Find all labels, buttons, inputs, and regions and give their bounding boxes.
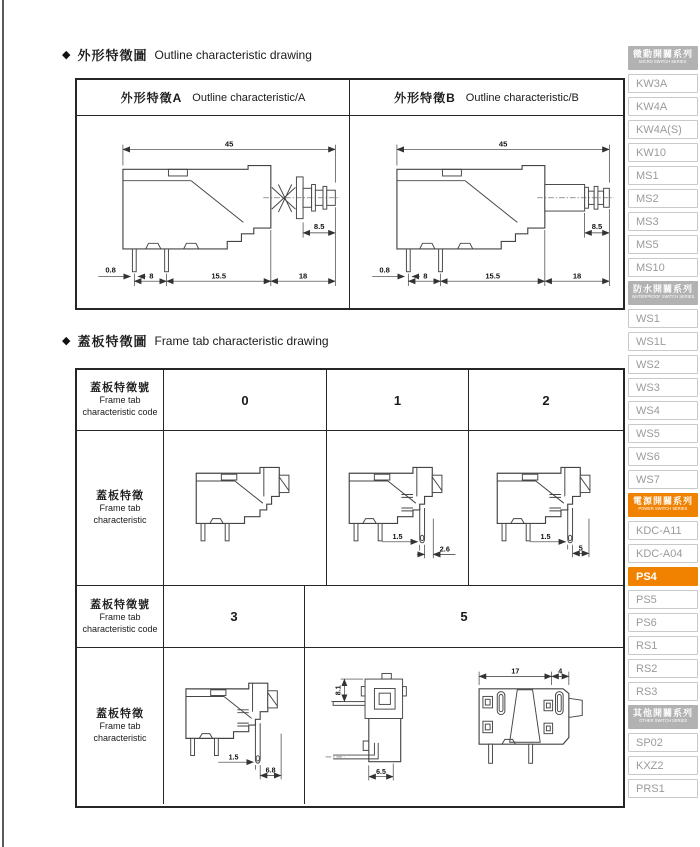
code-2: 2: [542, 392, 550, 408]
series-sidebar: [628, 46, 698, 798]
code-5: 5: [460, 609, 468, 624]
char-header-en1: Frame tab: [99, 503, 141, 514]
code-header-en2: characteristic code: [82, 623, 158, 634]
char-header-zh: 蓋板特徵: [96, 490, 144, 503]
sidebar-item-kw10[interactable]: KW10: [628, 143, 698, 162]
sidebar-header-zh: 電源開關系列: [632, 496, 693, 507]
dim-tab-offset: 5: [578, 543, 583, 552]
dim-tab-width: 1.5: [540, 531, 551, 541]
outline-b-drawing: [359, 137, 615, 287]
sidebar-header-waterproof-switch: [628, 281, 698, 305]
dim-b3: 18: [298, 271, 308, 281]
sidebar-item-ws7[interactable]: WS7: [628, 470, 698, 489]
code-header-en1: Frame tab: [99, 395, 141, 406]
sidebar-item-ms1[interactable]: MS1: [628, 166, 698, 185]
code-header-zh: 蓋板特徵號: [90, 598, 150, 611]
dim-tab-offset: 6.8: [265, 766, 276, 775]
sidebar-item-ps5[interactable]: PS5: [628, 590, 698, 609]
frame-tab-5-top-drawing: [460, 662, 608, 791]
frame-tab-1-cell: [327, 431, 469, 585]
frame-tab-table: [75, 368, 625, 808]
sidebar-header-zh: 其他開關系列: [632, 708, 693, 719]
sidebar-header-en: MICRO SWITCH SERIES: [639, 59, 687, 65]
dim-tab-width: 1.5: [391, 531, 403, 541]
frame-tab-3-drawing: [165, 664, 303, 788]
dim-height: 8.1: [335, 685, 343, 696]
dim-tab-offset: 2.6: [439, 543, 450, 553]
frame-tab-section-title: [62, 331, 329, 350]
sidebar-header-en: WATERPROOF SWITCH SERIES: [631, 294, 695, 300]
outline-a-header-en: Outline characteristic/A: [192, 91, 306, 104]
sidebar-header-zh: 微動開關系列: [632, 49, 693, 60]
sidebar-header-en: POWER SWITCH SERIES: [638, 506, 688, 512]
code-header-en2: characteristic code: [82, 407, 158, 418]
char-header-en1: Frame tab: [99, 721, 141, 732]
sidebar-item-rs1[interactable]: RS1: [628, 636, 698, 655]
dim-a: 17: [511, 667, 520, 676]
sidebar-item-rs3[interactable]: RS3: [628, 682, 698, 701]
sidebar-header-power-switch: [628, 493, 698, 517]
outline-section-title: [62, 45, 312, 64]
sidebar-item-ws1[interactable]: WS1: [628, 309, 698, 328]
outline-b-cell: [350, 116, 623, 308]
frame-tab-5-cell: [305, 648, 623, 804]
sidebar-header-zh: 防水開關系列: [632, 284, 693, 295]
code-header-cell: [77, 586, 164, 647]
outline-table: [75, 78, 625, 310]
frame-tab-5-side-drawing: [320, 660, 442, 792]
dim-b1: 8: [422, 271, 427, 281]
sidebar-item-ms10[interactable]: MS10: [628, 258, 698, 277]
diamond-bullet-icon: ◆: [62, 335, 71, 347]
diamond-bullet-icon: ◆: [62, 49, 71, 61]
sidebar-item-ws5[interactable]: WS5: [628, 424, 698, 443]
code-3: 3: [164, 586, 305, 647]
frame-tab-1-drawing: [328, 448, 468, 569]
char-header-cell: [77, 648, 164, 804]
sidebar-item-ws6[interactable]: WS6: [628, 447, 698, 466]
sidebar-item-ms3[interactable]: MS3: [628, 212, 698, 231]
dim-tip: 8.5: [591, 222, 602, 232]
char-header-en2: characteristic: [93, 733, 147, 744]
dim-total: 45: [224, 139, 234, 149]
frame-tab-3-cell: [164, 648, 305, 804]
dim-b: 4: [558, 667, 563, 676]
sidebar-item-kdc-a04[interactable]: KDC-A04: [628, 544, 698, 563]
sidebar-item-ws1l[interactable]: WS1L: [628, 332, 698, 351]
outline-title-en: Outline characteristic drawing: [154, 47, 312, 62]
dim-b3: 18: [572, 271, 581, 281]
sidebar-item-kw4a-s[interactable]: KW4A(S): [628, 120, 698, 139]
char-header-cell: [77, 431, 164, 585]
frame-tab-0-drawing: [175, 448, 315, 569]
outline-a-cell: [77, 116, 350, 308]
frame-tab-2-cell: [469, 431, 623, 585]
dim-tab-width: 1.5: [228, 753, 239, 762]
dim-tip: 8.5: [313, 222, 325, 232]
sidebar-item-ps6[interactable]: PS6: [628, 613, 698, 632]
sidebar-item-ws2[interactable]: WS2: [628, 355, 698, 374]
outline-b-header-zh: 外形特徵B: [394, 91, 456, 105]
sidebar-item-ps4[interactable]: PS4: [628, 567, 698, 586]
sidebar-item-kw4a[interactable]: KW4A: [628, 97, 698, 116]
page-left-border: [2, 0, 4, 847]
frame-tab-title-en: Frame tab characteristic drawing: [154, 333, 329, 348]
dim-width: 6.5: [376, 768, 386, 776]
dim-pin: 0.8: [378, 265, 390, 275]
code-0: 0: [164, 370, 327, 430]
dim-b2: 15.5: [211, 271, 227, 281]
sidebar-header-micro-switch: [628, 46, 698, 70]
code-1: 1: [327, 370, 469, 430]
sidebar-item-ws4[interactable]: WS4: [628, 401, 698, 420]
sidebar-item-prs1[interactable]: PRS1: [628, 779, 698, 798]
sidebar-item-sp02[interactable]: SP02: [628, 733, 698, 752]
sidebar-item-ms2[interactable]: MS2: [628, 189, 698, 208]
dim-b2: 15.5: [484, 271, 500, 281]
sidebar-header-en: OTHER SWITCH SERIES: [639, 718, 687, 724]
dim-total: 45: [498, 139, 507, 149]
outline-a-header-zh: 外形特徵A: [120, 91, 183, 105]
sidebar-item-kdc-a11[interactable]: KDC-A11: [628, 521, 698, 540]
dim-pin: 0.8: [105, 265, 116, 275]
char-header-en2: characteristic: [93, 515, 147, 526]
outline-b-header-en: Outline characteristic/B: [465, 91, 579, 104]
frame-tab-2-drawing: [476, 448, 616, 569]
sidebar-item-kxz2[interactable]: KXZ2: [628, 756, 698, 775]
sidebar-header-other-switch: [628, 705, 698, 729]
sidebar-item-kw3a[interactable]: KW3A: [628, 74, 698, 93]
outline-a-header: [77, 80, 350, 115]
code-header-en1: Frame tab: [99, 611, 141, 622]
outline-b-header: [350, 80, 623, 115]
sidebar-item-rs2[interactable]: RS2: [628, 659, 698, 678]
outline-a-drawing: [85, 137, 341, 287]
frame-tab-title-zh: 蓋板特徵圖: [77, 334, 148, 349]
sidebar-item-ws3[interactable]: WS3: [628, 378, 698, 397]
outline-title-zh: 外形特徵圖: [77, 48, 148, 63]
sidebar-item-ms5[interactable]: MS5: [628, 235, 698, 254]
char-header-zh: 蓋板特徵: [96, 708, 144, 721]
dim-b1: 8: [149, 271, 154, 281]
code-header-cell: [77, 370, 164, 430]
frame-tab-0-cell: [164, 431, 327, 585]
code-header-zh: 蓋板特徵號: [90, 382, 150, 395]
